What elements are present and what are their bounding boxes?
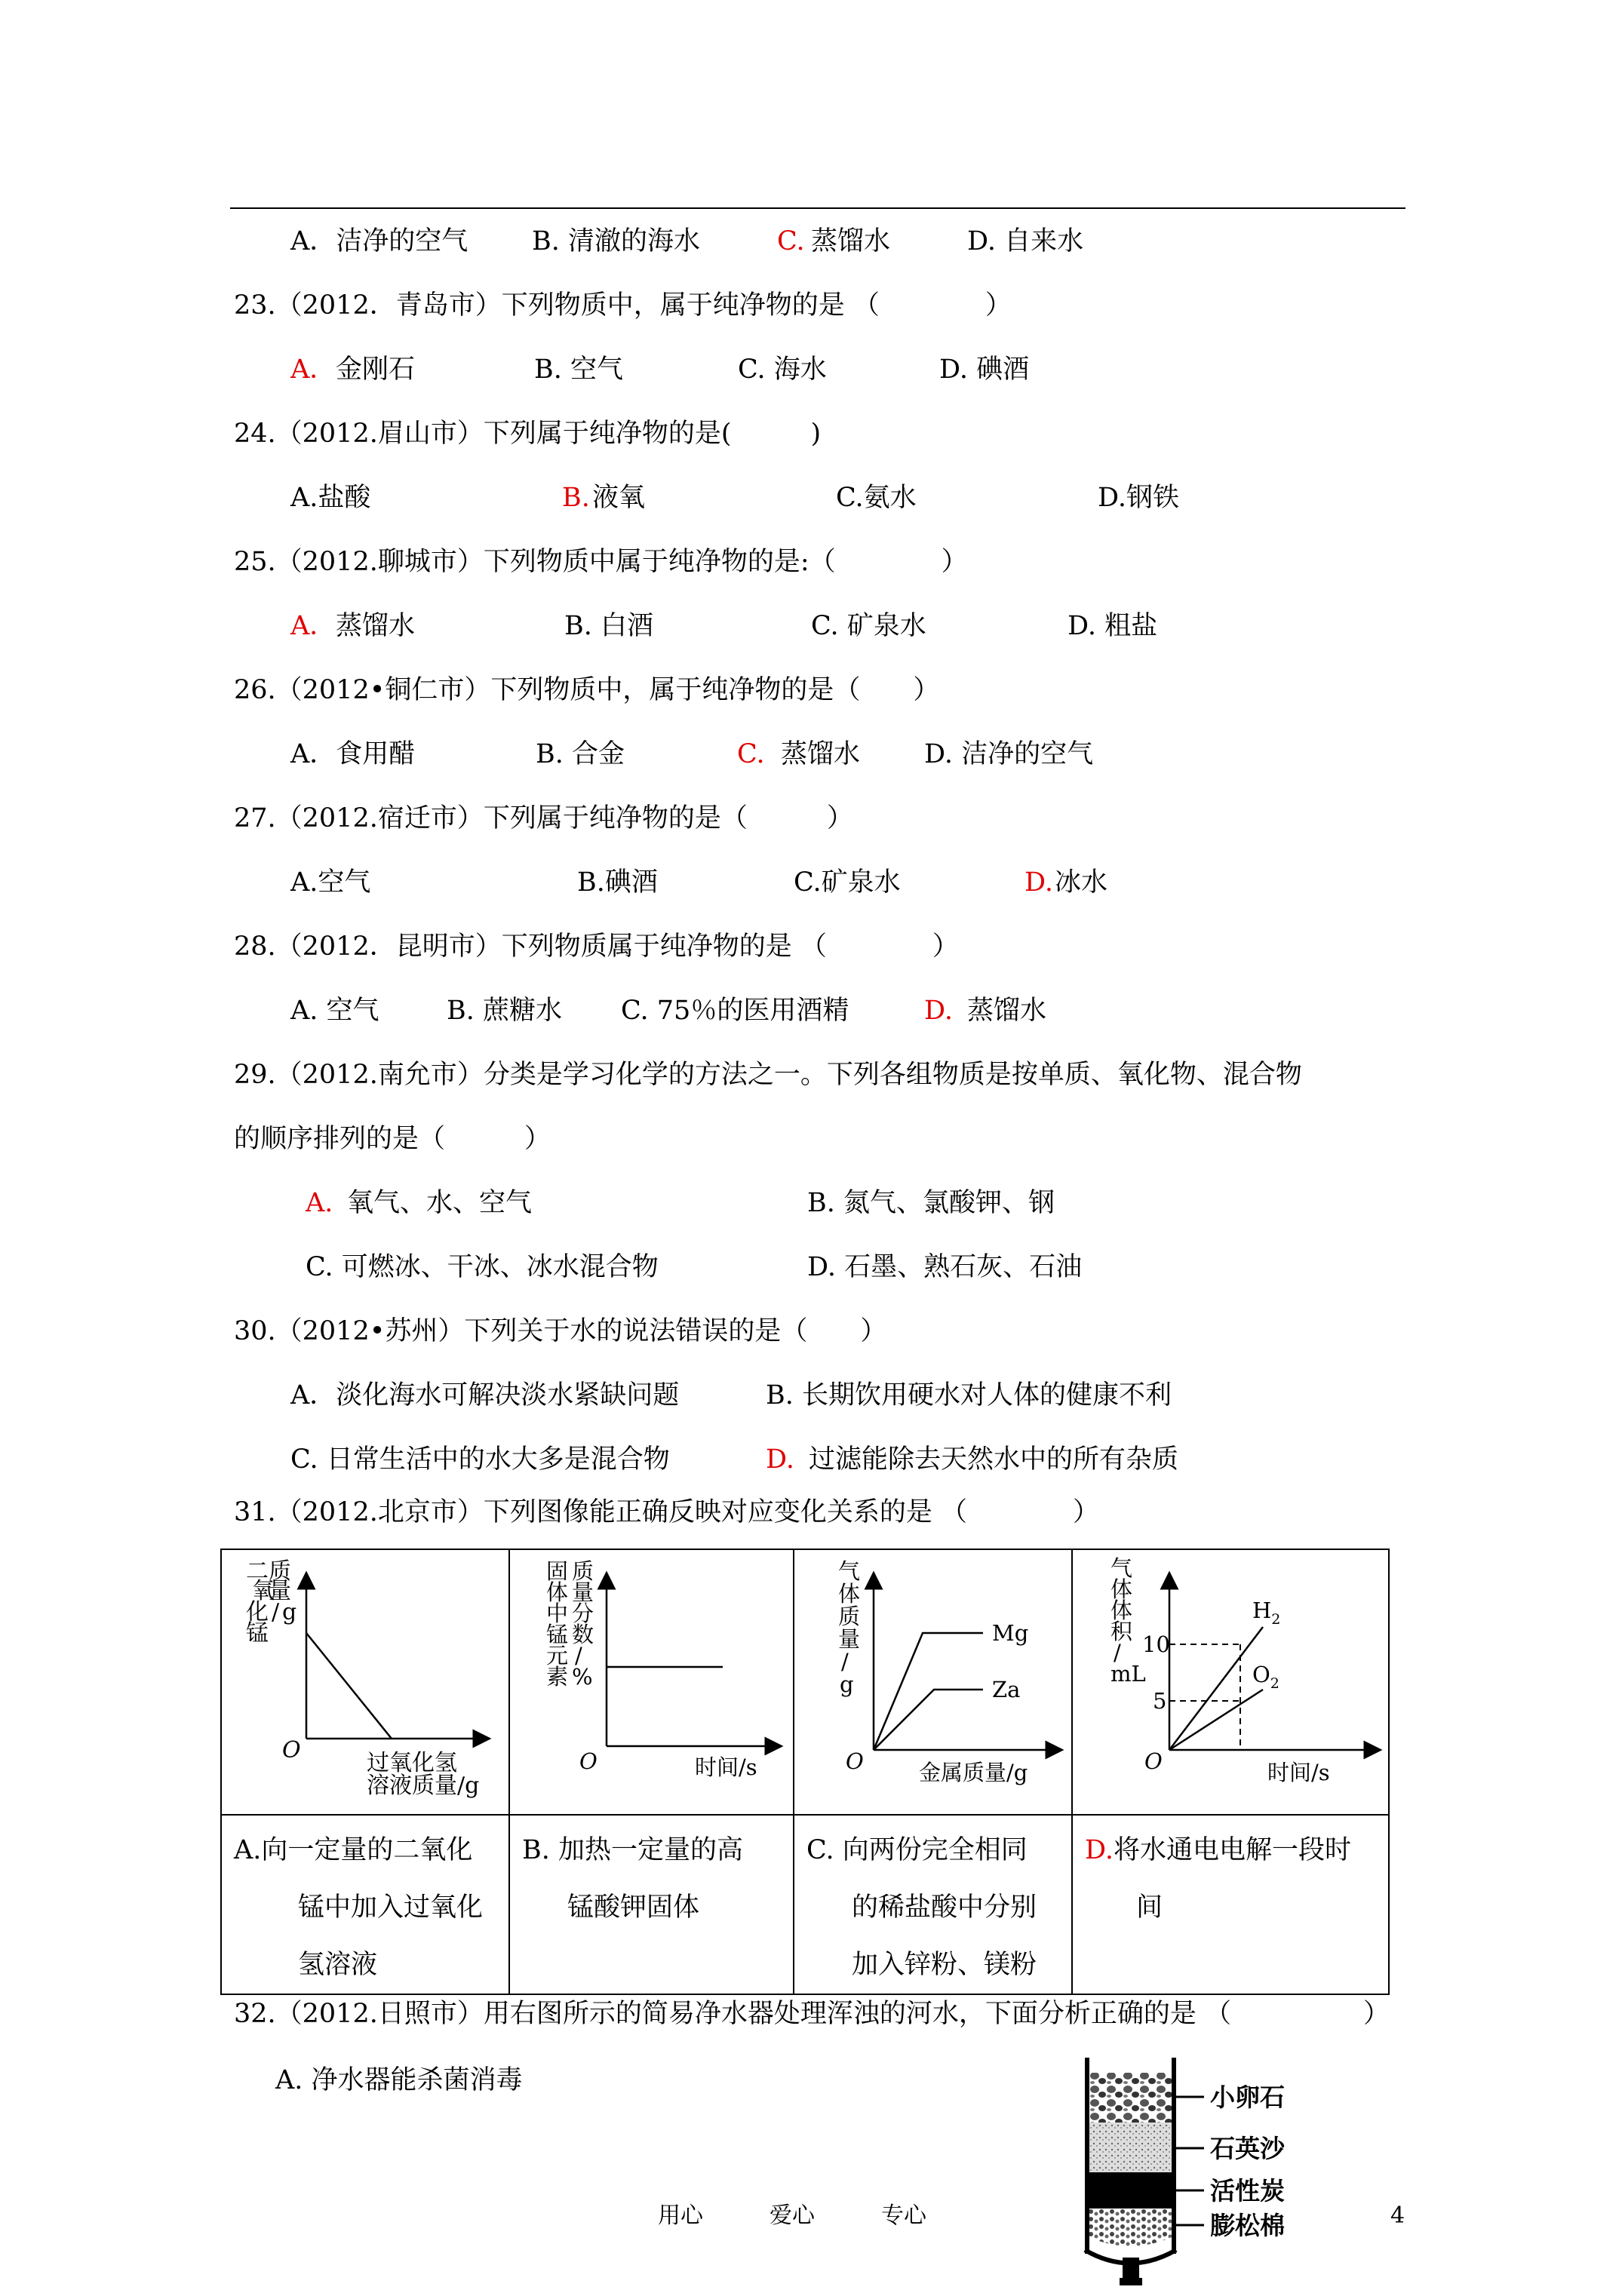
text-line: 26.（2012•铜仁市）下列物质中，属于纯净物的是（ ） (234, 675, 940, 705)
graph-d-h2-line (1169, 1627, 1263, 1750)
option-d-letter: D. (1085, 1835, 1114, 1865)
text-line: B. 蔗糖水 (447, 996, 562, 1026)
graph-d-xlabel: 时间/s (1267, 1760, 1330, 1785)
graph-a-ylabel2-c1: 量 (269, 1578, 291, 1604)
answer-letter: C. (737, 739, 765, 769)
filter-label-cotton: 膨松棉 (1210, 2211, 1285, 2240)
text-line: 24.（2012.眉山市）下列属于纯净物的是( ) (234, 419, 822, 449)
option-d-line2: 间 (1136, 1892, 1163, 1923)
graph-d-ylabel-c0: 气 (1111, 1555, 1133, 1581)
graph-c-zn-line (874, 1690, 983, 1750)
graph-b-ylabel2-c3: 数 (572, 1622, 594, 1647)
option-d-line1: 将水通电电解一段时 (1113, 1835, 1351, 1865)
footer-text-1: 用心 (658, 2202, 703, 2229)
graph-b-ylabel2-c5: % (572, 1664, 593, 1690)
graph-a-ylabel-c1b: 氧 (252, 1578, 275, 1604)
graph-cell-c (794, 1549, 1072, 1815)
text-line: 液氧 (592, 483, 646, 513)
option-d-cell (1072, 1815, 1389, 1994)
outlet-tube (1123, 2258, 1139, 2280)
text-line: 蒸馏水 (811, 226, 891, 256)
text-line: D. 自来水 (967, 226, 1084, 256)
text-line: 27.（2012.宿迁市）下列属于纯净物的是（ ） (234, 803, 853, 833)
graph-b-ylabel-c1: 体 (546, 1579, 569, 1605)
answer-letter: B. (562, 483, 590, 513)
answer-letter: D. (1025, 867, 1053, 898)
option-b-cell (509, 1815, 794, 1994)
graph-a-xlabel-1: 过氧化氢 (367, 1750, 457, 1776)
graph-b-origin: O (579, 1748, 597, 1774)
graph-d-tick-10: 10 (1142, 1631, 1170, 1657)
graph-cell-a (221, 1549, 509, 1815)
graph-b-ylabel-c5: 素 (546, 1664, 569, 1690)
graph-c-ylabel-c4: / (841, 1649, 849, 1674)
text-line: B.碘酒 (577, 867, 658, 898)
answer-letter: C. (777, 226, 805, 256)
graph-a-ylabel2-c3: g (282, 1599, 297, 1625)
water-filter-figure (1056, 2058, 1448, 2293)
option-b-line1: B. 加热一定量的高 (522, 1835, 743, 1865)
text-line: 的顺序排列的是（ ） (234, 1124, 551, 1154)
graph-c-origin: O (846, 1748, 864, 1774)
option-a-line3: 氢溶液 (298, 1950, 378, 1980)
option-a-cell (221, 1815, 509, 1994)
text-line: C. 可燃冰、干冰、冰水混合物 (306, 1252, 659, 1282)
text-line: C.矿泉水 (794, 867, 901, 898)
graph-b-ylabel-c4: 元 (546, 1643, 569, 1668)
text-line: A．食用醋 (290, 739, 416, 769)
graph-d-ylabel-c3: 积 (1111, 1619, 1133, 1644)
option-a-line1: A.向一定量的二氧化 (234, 1835, 473, 1865)
option-a-line2: 锰中加入过氧化 (298, 1892, 484, 1923)
text-line: 蒸馏水 (967, 996, 1047, 1026)
text-line: A.盐酸 (290, 483, 371, 513)
text-line: D. 洁净的空气 (924, 739, 1094, 769)
text-line: 金刚石 (336, 355, 416, 385)
text-line: D. 碘酒 (939, 355, 1030, 385)
graph-a (222, 1550, 508, 1814)
option-c-line1: C. 向两份完全相同 (806, 1835, 1028, 1865)
footer-text-3: 专心 (881, 2202, 926, 2229)
graph-a-ylabel-c0: 二 (246, 1558, 269, 1585)
graph-a-origin: O (282, 1737, 301, 1763)
text-line: 蒸馏水 (336, 611, 416, 641)
graph-b-ylabel-c2: 中 (546, 1601, 569, 1626)
answer-letter: D. (924, 996, 953, 1026)
answer-letter: D. (766, 1444, 794, 1475)
text-line: C. 75％的医用酒精 (621, 996, 849, 1026)
option-c-cell (794, 1815, 1072, 1994)
graph-c-label-mg: Mg (992, 1620, 1029, 1646)
graph-c-label-zn: Za (992, 1677, 1021, 1702)
text-line: B. 清澈的海水 (532, 226, 700, 256)
graph-d-ylabel-c5: mL (1111, 1661, 1146, 1687)
activated-carbon-layer (1089, 2172, 1172, 2209)
graph-d-ylabel-c4: / (1114, 1640, 1121, 1665)
text-line: B. 合金 (536, 739, 625, 769)
graph-a-ylabel-c1: 化 (246, 1599, 269, 1625)
graph-b (510, 1550, 793, 1814)
text-line: C. 矿泉水 (811, 611, 926, 641)
graph-a-line (306, 1633, 392, 1739)
graph-b-ylabel2-c4: / (575, 1643, 582, 1668)
text-line: C.氨水 (836, 483, 917, 513)
text-line: B. 空气 (534, 355, 623, 385)
answer-letter: A. (306, 1188, 333, 1218)
graph-b-xlabel: 时间/s (695, 1754, 757, 1780)
text-line: 23.（2012．青岛市）下列物质中，属于纯净物的是 （ ） (234, 290, 1012, 321)
option-b-line2: 锰酸钾固体 (567, 1892, 700, 1923)
graph-b-ylabel2-c0: 质 (572, 1558, 594, 1584)
graph-c-ylabel-c3: 量 (838, 1626, 861, 1652)
option-c-line2: 的稀盐酸中分别 (852, 1892, 1037, 1923)
graph-b-ylabel-c0: 固 (546, 1558, 569, 1584)
text-line: 30.（2012•苏州）下列关于水的说法错误的是（ ） (234, 1316, 887, 1346)
graph-a-xlabel-2: 溶液质量/g (367, 1773, 480, 1799)
text-line: B. 氮气、氯酸钾、钢 (807, 1188, 1055, 1218)
graph-a-ylabel2-c2: / (272, 1599, 280, 1625)
graph-d-ylabel-c2: 体 (1111, 1598, 1133, 1623)
text-line: D. 粗盐 (1068, 611, 1158, 641)
graph-c-ylabel-c5: g (840, 1671, 854, 1697)
text-line: B. 白酒 (564, 611, 653, 641)
answer-letter: A． (290, 355, 336, 385)
filter-label-carbon: 活性炭 (1210, 2176, 1285, 2205)
text-line: 32.（2012.日照市）用右图所示的简易净水器处理浑浊的河水，下面分析正确的是 （ ） (234, 1999, 1390, 2029)
filter-label-sand: 石英沙 (1210, 2134, 1285, 2163)
text-line: 冰水 (1055, 867, 1108, 898)
text-line: A．淡化海水可解决淡水紧缺问题 (290, 1380, 680, 1410)
graph-d-ylabel-c1: 体 (1111, 1576, 1133, 1602)
graph-a-ylabel2-c0: 质 (269, 1558, 291, 1585)
text-line: D.钢铁 (1098, 483, 1179, 513)
graph-c-ylabel-c0: 气 (838, 1558, 861, 1584)
graph-cell-d (1072, 1549, 1389, 1815)
text-line: C. 日常生活中的水大多是混合物 (290, 1444, 670, 1475)
graph-cell-b (509, 1549, 794, 1815)
header-rule (230, 207, 1405, 209)
text-line: A．洁净的空气 (290, 226, 468, 256)
graph-c-ylabel-c2: 质 (838, 1604, 861, 1629)
graph-d-label-h2: $H_2$ (1252, 1598, 1281, 1628)
option-c-line3: 加入锌粉、镁粉 (852, 1950, 1037, 1980)
text-line: B. 长期饮用硬水对人体的健康不利 (766, 1380, 1172, 1410)
filter-label-pebble: 小卵石 (1210, 2083, 1285, 2112)
graph-c-ylabel-c1: 体 (838, 1581, 861, 1607)
text-line: 氧气、水、空气 (347, 1188, 533, 1218)
text-line: A. 空气 (290, 996, 379, 1026)
graph-d (1073, 1550, 1390, 1814)
graph-d-tick-5: 5 (1153, 1688, 1167, 1714)
graph-d-o2-line (1169, 1690, 1263, 1750)
text-line: 蒸馏水 (781, 739, 861, 769)
graph-b-ylabel2-c1: 量 (572, 1579, 594, 1605)
text-line: 29.（2012.南允市）分类是学习化学的方法之一。下列各组物质是按单质、氧化物、混合物 (234, 1060, 1302, 1090)
graph-b-ylabel2-c2: 分 (572, 1601, 594, 1626)
text-line: C. 海水 (738, 355, 827, 385)
answer-letter: A． (290, 611, 336, 641)
text-line: A. 净水器能杀菌消毒 (275, 2065, 523, 2095)
cotton-layer (1089, 2209, 1172, 2246)
text-line: A.空气 (290, 867, 371, 898)
text-line: 28.（2012．昆明市）下列物质属于纯净物的是 （ ） (234, 932, 959, 962)
text-line: 25.（2012.聊城市）下列物质中属于纯净物的是:（ ） (234, 547, 968, 577)
graph-b-ylabel-c3: 锰 (546, 1622, 569, 1647)
footer-text-2: 爱心 (770, 2202, 815, 2229)
pebble-layer (1089, 2073, 1172, 2123)
text-line: 过滤能除去天然水中的所有杂质 (809, 1444, 1179, 1475)
graph-c-xlabel: 金属质量/g (919, 1760, 1028, 1785)
graph-c (794, 1550, 1071, 1814)
text-line: D. 石墨、熟石灰、石油 (807, 1252, 1083, 1282)
quartz-sand-layer (1089, 2123, 1172, 2172)
q31-graph-table (220, 1549, 1390, 1995)
text-line: 31.（2012.北京市）下列图像能正确反映对应变化关系的是 （ ） (234, 1497, 1099, 1527)
graph-a-ylabel-c2: 锰 (246, 1620, 269, 1647)
graph-d-label-o2: $O_2$ (1252, 1662, 1279, 1692)
page-number: 4 (1390, 2202, 1405, 2229)
graph-d-origin: O (1144, 1748, 1163, 1774)
